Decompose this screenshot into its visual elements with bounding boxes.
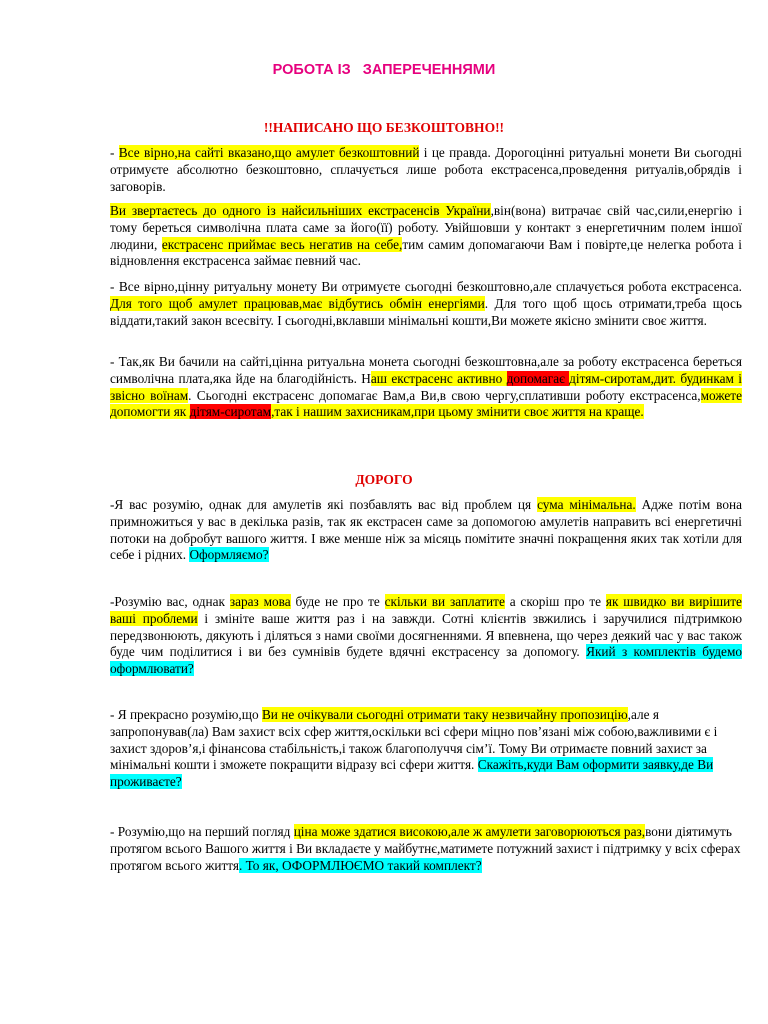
paragraph-expensive-4 — [110, 824, 742, 874]
section-heading-expensive: ДОРОГО — [355, 472, 413, 487]
highlight-yellow: екстрасенс приймає весь негатив на себе, — [161, 236, 403, 252]
text-run: - Розумію,що на перший погляд — [110, 824, 294, 839]
paragraph-free-4 — [110, 354, 742, 421]
paragraph-expensive-3 — [110, 707, 742, 791]
text-run: ,він(вона) витрачає свій час,сили,енергію і тому береться символічна плата саме за його(її) роботу. Увійшовши у контакт з енергетичним полем іншої людини, — [110, 203, 743, 252]
highlight-yellow: Ви звертаєтесь до одного із найсильніших екстрасенсів України — [110, 203, 491, 218]
text-run: - Я прекрасно розумію,що — [110, 707, 262, 722]
highlight-cyan: Який з комплектів будемо оформлювати? — [110, 644, 743, 677]
paragraph-free-2 — [110, 203, 742, 270]
highlight-yellow: сума мінімальна. — [537, 497, 636, 512]
highlight-cyan: Скажіть,куди Вам оформити заявку,де Ви проживаєте? — [110, 757, 714, 790]
highlight-yellow: скільки ви заплатите — [384, 594, 505, 609]
paragraph-free-3 — [110, 279, 742, 329]
highlight-yellow: Ви не очікували сьогодні отримати таку незвичайну пропозицію — [261, 707, 628, 722]
text-run: - — [110, 145, 119, 160]
paragraph-free-1 — [110, 145, 742, 195]
highlight-cyan: Оформляємо? — [189, 547, 269, 563]
highlight-yellow: можете допомогти як — [110, 387, 742, 420]
text-run: -Розумію вас, однак — [110, 594, 230, 609]
highlight-yellow: Для того щоб амулет працював,має відбутись обмін енергіями — [110, 295, 485, 311]
highlight-yellow: ціна може здатися високою,але ж амулети заговорюються раз, — [293, 824, 646, 839]
paragraph-expensive-2 — [110, 594, 742, 678]
text-run: тим самим допомагаючи Вам і повірте,це нелегка робота і відновлення екстрасенса займає певний час. — [110, 236, 742, 269]
highlight-yellow: дітям-сиротам,дит. будинкам і звісно воїнам — [110, 370, 742, 403]
text-run: ,але я запропонував(ла) Вам захист всіх сфер життя,оскільки всі сфери міцно пов’язані між собою,важливими є і захист здоров’я,і фінансова стабільність,і також благополуччя сім’ї. Тому Ви отримаєте повний захист за мінімальні кошти і зможете покращити відразу всі сфери життя. — [110, 707, 718, 773]
text-run: вони діятимуть протягом всього Вашого життя і Ви вкладаєте у майбутнє,матимете потужний захист і підтримку у всіх сферах протягом всього життя — [110, 824, 741, 873]
section-heading-free: !!НАПИСАНО ЩО БЕЗКОШТОВНО!! — [263, 120, 505, 135]
text-run: . Для того щоб щось отримати,треба щось віддати,такий закон всесвіту. І сьогодні,вклавши мінімальні кошти,Ви можете якісно змінити своє життя. — [110, 295, 742, 328]
highlight-red: допомагає — [506, 370, 570, 386]
page-title: РОБОТА ІЗ ЗАПЕРЕЧЕННЯМИ — [272, 62, 496, 78]
highlight-yellow: ,так і нашим захисникам,при цьому змінити своє життя на краще. — [271, 404, 644, 420]
highlight-yellow: аш екстрасенс активно — [370, 370, 507, 386]
text-run: -Я вас розумію, однак для амулетів які позбавлять вас від проблем ця — [110, 497, 538, 512]
highlight-yellow: як швидко ви вирішите ваші проблеми — [110, 594, 742, 626]
highlight-red: дітям-сиротам — [189, 404, 272, 420]
text-run: - Все вірно,цінну ритуальну монету Ви отримуєте сьогодні безкоштовно,але сплачується робота екстрасенса. — [110, 279, 742, 294]
highlight-yellow: Все вірно,на сайті вказано,що амулет безкоштовний — [118, 145, 420, 160]
text-run: і це правда. Дорогоцінні ритуальні монети Ви сьогодні отримуєте абсолютно безкоштовно, сплачується лише робота екстрасенса,проведення ритуалів,обрядів і заговорів. — [110, 145, 742, 194]
text-run: Адже потім вона примножиться у вас в декілька разів, так як екстрасен саме за допомогою амулетів направить всі енергетичні потоки на добробут вашого життя. І вже менше ніж за місяць помітите значні покращення яких так хотіли для себе і рідних. — [110, 497, 742, 563]
text-run: і змініте ваше життя раз і на завжди. Сотні клієнтів звжились і заручилися підтримкою передзвонюють, дякують і діляться з нами своїми досягненнями. Я впевнена, що через деякий час у вас також буде чим поділитися і ви без сумнівів будете вдячні екстрасенсу за допомогу. — [110, 610, 743, 660]
paragraph-expensive-1 — [110, 497, 742, 564]
text-run: . Сьогодні екстрасенс допомагає Вам,а Ви,в свою чергу,сплативши роботу екстрасенса, — [188, 387, 701, 403]
text-run: буде не про те — [290, 594, 385, 609]
highlight-yellow: зараз мова — [229, 594, 291, 609]
highlight-cyan: . То як, ОФОРМЛЮЄМО такий комплект? — [239, 857, 482, 873]
text-run: а скоріш про те — [504, 594, 606, 609]
text-run: - Так,як Ви бачили на сайті,цінна ритуальна монета сьогодні безкоштовна,але за роботу екстрасенса береться символічна плата,яка йде на благодійність. Н — [110, 354, 742, 386]
